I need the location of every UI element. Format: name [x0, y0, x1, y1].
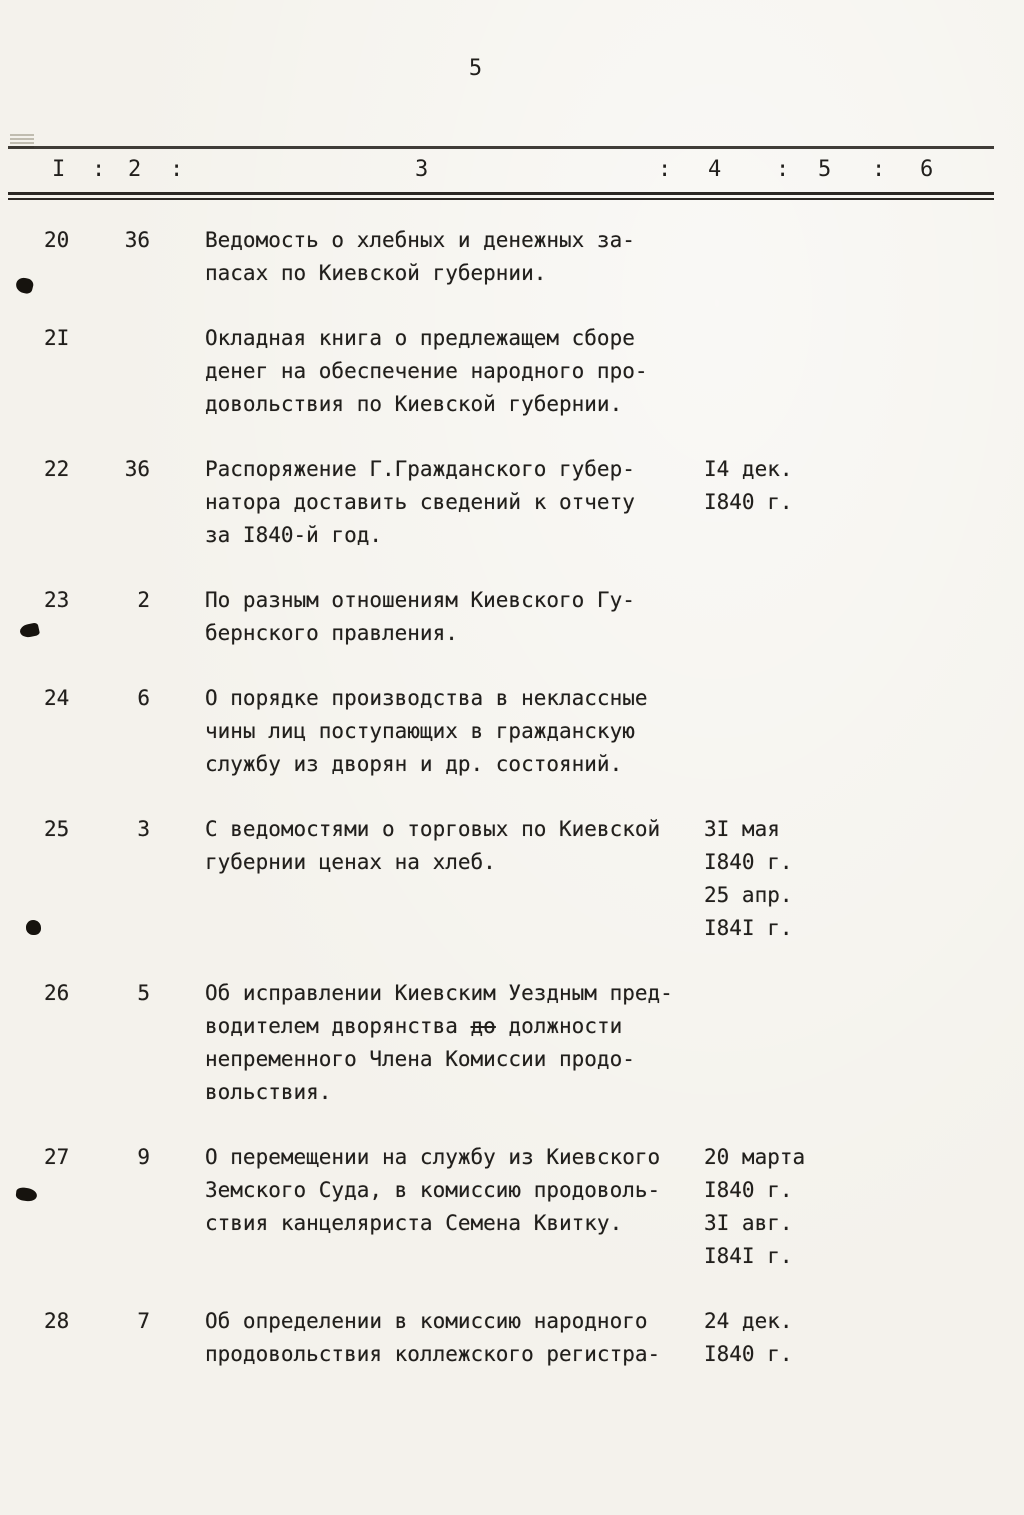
- table-row: [44, 1305, 1004, 1371]
- entry-number: 25: [44, 817, 70, 841]
- column-separator: :: [776, 157, 790, 182]
- column-separator: :: [170, 157, 184, 182]
- entry-description: [150, 813, 700, 945]
- entry-description: [150, 977, 700, 1109]
- description-line: Об исправлении Киевским Уездным пред-: [205, 981, 673, 1005]
- entry-description: [150, 453, 700, 552]
- entry-dates: [700, 977, 1004, 1109]
- table-row: [44, 682, 1004, 781]
- description-line: денег на обеспечение народного про-: [205, 359, 648, 383]
- description-line: [205, 1010, 700, 1043]
- date-line: I84I г.: [704, 1244, 793, 1268]
- description-line: Об определении в комиссию народного: [205, 1309, 648, 1333]
- sheet-count: 36: [124, 457, 150, 481]
- date-line: I84I г.: [704, 916, 793, 940]
- entry-number: 28: [44, 1309, 70, 1333]
- entry-number: 2I: [44, 326, 70, 350]
- description-line: вольствия.: [205, 1080, 332, 1104]
- date-line: 3I авг.: [704, 1211, 793, 1235]
- ink-blot: [15, 1187, 37, 1202]
- description-line: губернии ценах на хлеб.: [205, 850, 496, 874]
- description-line: О порядке производства в неклассные: [205, 686, 648, 710]
- table-row: [44, 584, 1004, 650]
- table-header: [8, 146, 994, 200]
- entry-dates: [700, 1305, 1004, 1371]
- sheet-count: 3: [137, 817, 150, 841]
- entry-description: [150, 584, 700, 650]
- entry-number: 24: [44, 686, 70, 710]
- date-line: 25 апр.: [704, 883, 793, 907]
- column-separator: :: [872, 157, 886, 182]
- entry-number: 23: [44, 588, 70, 612]
- table-row: [44, 1141, 1004, 1273]
- ink-blot: [19, 622, 40, 639]
- column-header-6: 6: [920, 157, 934, 182]
- description-line: Окладная книга о предлежащем сборе: [205, 326, 635, 350]
- entry-description: [150, 1141, 700, 1273]
- text-segment: должности: [495, 1014, 623, 1038]
- struck-text: до: [470, 1014, 496, 1038]
- entry-description: [150, 1305, 700, 1371]
- entry-description: [150, 682, 700, 781]
- column-separator: :: [92, 157, 106, 182]
- sheet-count: 6: [137, 686, 150, 710]
- ink-blot: [26, 920, 41, 935]
- sheet-count: [100, 322, 150, 421]
- date-line: I840 г.: [704, 1342, 793, 1366]
- description-line: Распоряжение Г.Гражданского губер-: [205, 457, 635, 481]
- entry-description: [150, 322, 700, 421]
- column-header-3: 3: [415, 157, 429, 182]
- date-line: I840 г.: [704, 490, 793, 514]
- entry-number: 27: [44, 1145, 70, 1169]
- ink-blot: [14, 276, 34, 295]
- description-line: ствия канцеляриста Семена Квитку.: [205, 1211, 623, 1235]
- entry-number: 20: [44, 228, 70, 252]
- date-line: 3I мая: [704, 817, 780, 841]
- sheet-count: 36: [124, 228, 150, 252]
- column-header-1: I: [52, 157, 66, 182]
- entry-number: 26: [44, 981, 70, 1005]
- date-line: I840 г.: [704, 850, 793, 874]
- table-row: [44, 813, 1004, 945]
- date-line: 20 марта: [704, 1145, 806, 1169]
- sheet-count: 2: [137, 588, 150, 612]
- sheet-count: 5: [137, 981, 150, 1005]
- description-line: продовольствия коллежского регистра-: [205, 1342, 661, 1366]
- description-line: По разным отношениям Киевского Гу-: [205, 588, 635, 612]
- text-segment: водителем дворянства: [205, 1014, 471, 1038]
- table-row: [44, 322, 1004, 421]
- description-line: за I840-й год.: [205, 523, 383, 547]
- description-line: довольствия по Киевской губернии.: [205, 392, 623, 416]
- page-number: 5: [468, 56, 484, 81]
- table-row: [44, 453, 1004, 552]
- column-header-4: 4: [708, 157, 722, 182]
- entry-dates: [700, 322, 1004, 421]
- description-line: Земского Суда, в комиссию продоволь-: [205, 1178, 661, 1202]
- table-row: [44, 977, 1004, 1109]
- description-line: натора доставить сведений к отчету: [205, 490, 635, 514]
- inventory-table: [44, 198, 1004, 1403]
- description-line: службу из дворян и др. состояний.: [205, 752, 623, 776]
- description-line: чины лиц поступающих в гражданскую: [205, 719, 635, 743]
- description-line: бернского правления.: [205, 621, 458, 645]
- sheet-count: 9: [137, 1145, 150, 1169]
- date-line: I4 дек.: [704, 457, 793, 481]
- entry-number: 22: [44, 457, 70, 481]
- description-line: Ведомость о хлебных и денежных за-: [205, 228, 635, 252]
- description-line: пасах по Киевской губернии.: [205, 261, 547, 285]
- entry-dates: [700, 682, 1004, 781]
- entry-dates: [700, 453, 1004, 552]
- description-line: непременного Члена Комиссии продо-: [205, 1047, 635, 1071]
- entry-dates: [700, 584, 1004, 650]
- date-line: 24 дек.: [704, 1309, 793, 1333]
- entry-dates: [700, 813, 1004, 945]
- entry-description: [150, 224, 700, 290]
- sheet-count: 7: [137, 1309, 150, 1333]
- description-line: С ведомостями о торговых по Киевской: [205, 817, 661, 841]
- entry-dates: [700, 1141, 1004, 1273]
- column-header-2: 2: [128, 157, 142, 182]
- column-header-row: [8, 149, 994, 192]
- entry-dates: [700, 224, 1004, 290]
- date-line: I840 г.: [704, 1178, 793, 1202]
- description-line: О перемещении на службу из Киевского: [205, 1145, 661, 1169]
- column-header-5: 5: [818, 157, 832, 182]
- table-row: [44, 224, 1004, 290]
- column-separator: :: [658, 157, 672, 182]
